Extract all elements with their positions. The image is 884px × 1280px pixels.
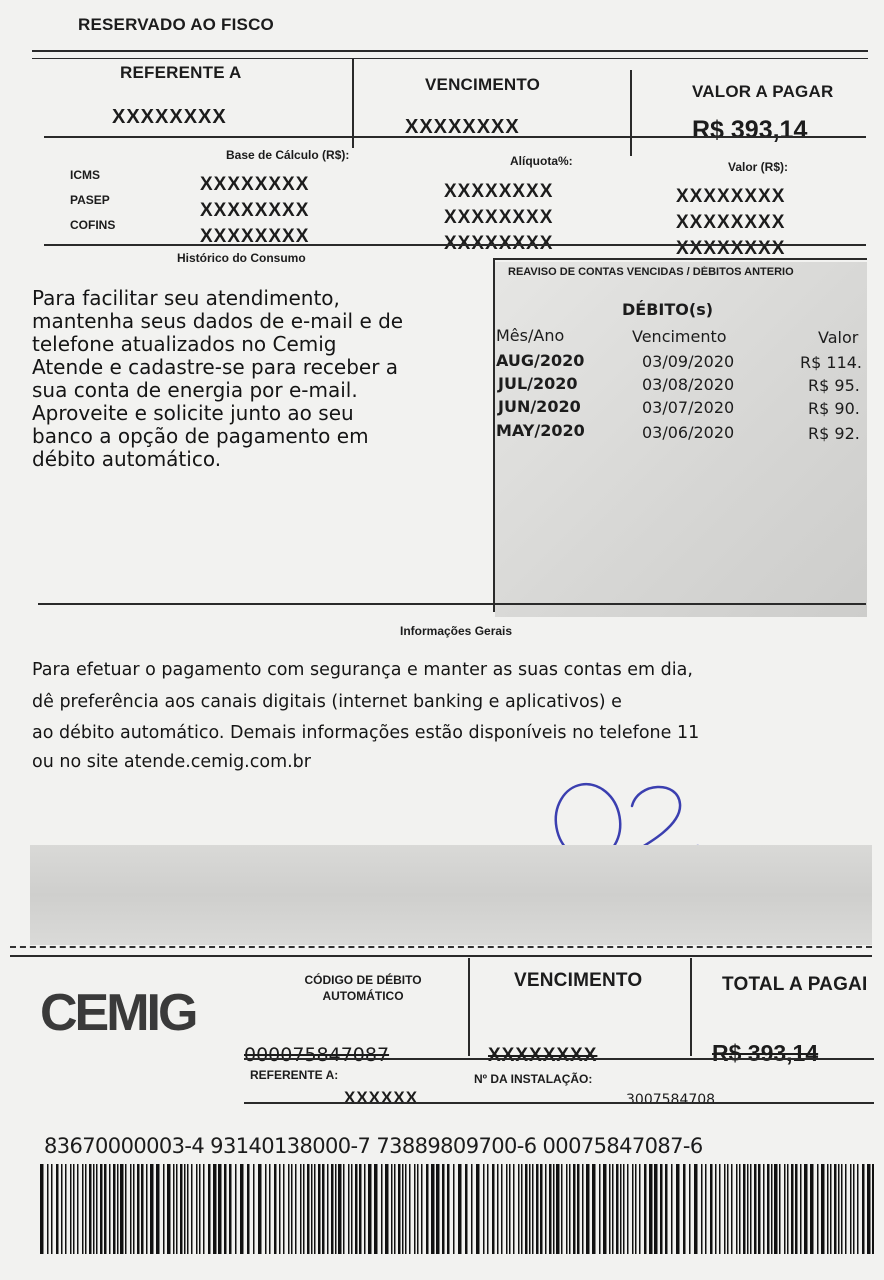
col-mes-ano: Mês/Ano <box>496 326 565 345</box>
barcode-bar <box>303 1164 305 1254</box>
barcode-bar <box>612 1164 614 1254</box>
barcode-bar <box>715 1164 717 1254</box>
barcode-bar <box>509 1164 511 1254</box>
barcode-bar <box>40 1164 44 1254</box>
tax-name-cofins: COFINS <box>70 218 116 232</box>
reaviso-mes: MAY/2020 <box>496 421 585 440</box>
col-valor: Valor <box>818 328 859 347</box>
reaviso-title: REAVISO DE CONTAS VENCIDAS / DÉBITOS ANTERIO <box>508 266 794 278</box>
valor-label: VALOR A PAGAR <box>692 82 834 101</box>
tax-valor-value: XXXXXXXX <box>676 212 786 233</box>
barcode-bar <box>224 1164 227 1254</box>
barcode-bar <box>774 1164 778 1254</box>
valor-rs-label: Valor (R$): <box>728 160 789 174</box>
tax-name-pasep: PASEP <box>70 193 110 207</box>
reserved-label: RESERVADO AO FISCO <box>78 15 274 34</box>
barcode-bar <box>603 1164 607 1254</box>
divider <box>352 58 354 148</box>
barcode-bar <box>758 1164 761 1254</box>
barcode-bar <box>501 1164 503 1254</box>
barcode-bar <box>125 1164 127 1254</box>
barcode-bar <box>374 1164 378 1254</box>
barcode-bar <box>295 1164 297 1254</box>
barcode-bar <box>577 1164 580 1254</box>
barcode-bar <box>348 1164 350 1254</box>
barcode-bar <box>191 1164 193 1254</box>
barcode-bar <box>683 1164 686 1254</box>
footer-total-value: R$ 393,14 <box>712 1040 819 1066</box>
barcode-bar <box>492 1164 495 1254</box>
vencimento-label: VENCIMENTO <box>425 75 541 94</box>
barcode-bar <box>196 1164 198 1254</box>
barcode-bar <box>654 1164 658 1254</box>
tax-name-icms: ICMS <box>70 168 100 182</box>
historico-line: débito automático. <box>32 447 222 471</box>
historico-line: Aproveite e solicite junto ao seu <box>32 401 354 425</box>
barcode-bar <box>566 1164 568 1254</box>
barcode-bar <box>458 1164 462 1254</box>
barcode-bar <box>89 1164 92 1254</box>
historico-line: sua conta de energia por e-mail. <box>32 378 358 402</box>
barcode-bar <box>750 1164 752 1254</box>
barcode-bar <box>208 1164 211 1254</box>
barcode-bar <box>133 1164 135 1254</box>
barcode-bar <box>644 1164 647 1254</box>
barcode-bar <box>521 1164 523 1254</box>
barcode-bar <box>265 1164 267 1254</box>
barcode-bar <box>592 1164 596 1254</box>
barcode-bar <box>402 1164 404 1254</box>
barcode-bar <box>800 1164 802 1254</box>
barcode-bar <box>300 1164 302 1254</box>
barcode-bar <box>739 1164 741 1254</box>
barcode-bar <box>113 1164 116 1254</box>
barcode-bar <box>253 1164 255 1254</box>
barcode <box>40 1164 874 1254</box>
barcode-bar <box>327 1164 329 1254</box>
barcode-bar <box>569 1164 571 1254</box>
codigo-label-line: AUTOMÁTICO <box>322 989 404 1003</box>
tax-base-value: XXXXXXXX <box>200 200 310 221</box>
barcode-bar <box>96 1164 98 1254</box>
reaviso-valor: R$ 95. <box>808 376 860 395</box>
barcode-bar <box>867 1164 871 1254</box>
barcode-bar <box>623 1164 625 1254</box>
barcode-number: 83670000003-4 93140138000-7 73889809700-6 00075847087-6 <box>44 1134 703 1158</box>
barcode-bar <box>573 1164 576 1254</box>
barcode-bar <box>82 1164 84 1254</box>
tax-base-value: XXXXXXXX <box>200 174 310 195</box>
col-vencimento: Vencimento <box>632 327 727 346</box>
barcode-bar <box>850 1164 852 1254</box>
barcode-bar <box>288 1164 290 1254</box>
barcode-bar <box>421 1164 423 1254</box>
barcode-bar <box>130 1164 132 1254</box>
barcode-bar <box>359 1164 362 1254</box>
divider <box>630 70 632 156</box>
barcode-bar <box>483 1164 485 1254</box>
barcode-bar <box>525 1164 528 1254</box>
barcode-bar <box>632 1164 634 1254</box>
barcode-bar <box>497 1164 499 1254</box>
barcode-bar <box>269 1164 271 1254</box>
cut-line <box>10 946 872 948</box>
barcode-bar <box>335 1164 337 1254</box>
info-line: ao débito automático. Demais informações estão disponíveis no telefone 11 <box>32 723 700 743</box>
barcode-bar <box>791 1164 794 1254</box>
barcode-bar <box>447 1164 450 1254</box>
historico-line: Para facilitar seu atendimento, <box>32 286 340 310</box>
info-line: ou no site atende.cemig.com.br <box>32 752 311 772</box>
footer-referente-label: REFERENTE A: <box>250 1068 339 1082</box>
barcode-bar <box>291 1164 293 1254</box>
barcode-bar <box>513 1164 515 1254</box>
barcode-bar <box>409 1164 411 1254</box>
svg-text:CEMIG: CEMIG <box>40 984 196 1040</box>
barcode-bar <box>109 1164 111 1254</box>
vencimento-value: XXXXXXXX <box>405 116 520 138</box>
base-calculo-label: Base de Cálculo (R$): <box>226 148 350 162</box>
barcode-bar <box>731 1164 733 1254</box>
barcode-bar <box>736 1164 738 1254</box>
divider <box>38 603 866 605</box>
barcode-bar <box>187 1164 189 1254</box>
barcode-bar <box>779 1164 781 1254</box>
barcode-bar <box>47 1164 49 1254</box>
barcode-bar <box>453 1164 455 1254</box>
reaviso-valor: R$ 92. <box>808 424 860 443</box>
barcode-bar <box>536 1164 539 1254</box>
barcode-bar <box>795 1164 798 1254</box>
barcode-bar <box>784 1164 786 1254</box>
barcode-bar <box>676 1164 680 1254</box>
divider <box>493 258 495 612</box>
divider <box>44 244 866 246</box>
barcode-bar <box>104 1164 107 1254</box>
barcode-bar <box>283 1164 285 1254</box>
barcode-bar <box>77 1164 79 1254</box>
footer-vencimento-value: XXXXXXXX <box>488 1045 598 1066</box>
barcode-bar <box>627 1164 629 1254</box>
barcode-bar <box>660 1164 663 1254</box>
historico-text <box>32 287 492 471</box>
divider <box>495 258 867 260</box>
barcode-bar <box>599 1164 601 1254</box>
barcode-bar <box>529 1164 531 1254</box>
barcode-bar <box>582 1164 584 1254</box>
barcode-bar <box>156 1164 160 1254</box>
barcode-bar <box>671 1164 673 1254</box>
barcode-bar <box>862 1164 865 1254</box>
reaviso-mes: JUL/2020 <box>498 374 578 393</box>
barcode-bar <box>540 1164 543 1254</box>
tax-base-value: XXXXXXXX <box>200 226 310 247</box>
barcode-bar <box>385 1164 389 1254</box>
tax-aliquota-value: XXXXXXXX <box>444 207 554 228</box>
barcode-bar <box>689 1164 691 1254</box>
barcode-bar <box>787 1164 789 1254</box>
barcode-bar <box>163 1164 165 1254</box>
barcode-bar <box>355 1164 358 1254</box>
barcode-bar <box>838 1164 840 1254</box>
barcode-bar <box>391 1164 393 1254</box>
barcode-bar <box>561 1164 563 1254</box>
barcode-bar <box>532 1164 534 1254</box>
barcode-bar <box>771 1164 773 1254</box>
reaviso-vencimento: 03/09/2020 <box>642 352 735 371</box>
barcode-bar <box>804 1164 808 1254</box>
barcode-bar <box>343 1164 345 1254</box>
barcode-bar <box>398 1164 401 1254</box>
footer-referente-value: XXXXXX <box>344 1088 419 1107</box>
barcode-bar <box>180 1164 183 1254</box>
barcode-bar <box>213 1164 217 1254</box>
instalacao-value: 3007584708 <box>626 1092 716 1108</box>
barcode-bar <box>853 1164 855 1254</box>
barcode-bar <box>65 1164 67 1254</box>
barcode-bar <box>417 1164 419 1254</box>
barcode-bar <box>150 1164 154 1254</box>
barcode-bar <box>141 1164 144 1254</box>
reaviso-vencimento: 03/08/2020 <box>642 375 735 394</box>
barcode-bar <box>240 1164 244 1254</box>
barcode-bar <box>414 1164 416 1254</box>
barcode-bar <box>117 1164 119 1254</box>
barcode-bar <box>137 1164 140 1254</box>
barcode-bar <box>694 1164 698 1254</box>
barcode-bar <box>845 1164 847 1254</box>
barcode-bar <box>436 1164 440 1254</box>
tax-valor-value: XXXXXXXX <box>676 186 786 207</box>
barcode-bar <box>218 1164 222 1254</box>
barcode-bar <box>620 1164 622 1254</box>
barcode-bar <box>235 1164 237 1254</box>
footer-vencimento-label: VENCIMENTO <box>514 970 643 991</box>
barcode-bar <box>274 1164 277 1254</box>
reaviso-vencimento: 03/06/2020 <box>642 423 735 442</box>
barcode-bar <box>318 1164 321 1254</box>
barcode-bar <box>368 1164 372 1254</box>
barcode-bar <box>476 1164 480 1254</box>
barcode-bar <box>506 1164 508 1254</box>
barcode-bar <box>279 1164 281 1254</box>
info-line: dê preferência aos canais digitais (internet banking e aplicativos) e <box>32 692 622 712</box>
barcode-bar <box>767 1164 770 1254</box>
barcode-bar <box>747 1164 749 1254</box>
barcode-bar <box>405 1164 407 1254</box>
barcode-bar <box>487 1164 489 1254</box>
barcode-bar <box>727 1164 729 1254</box>
aliquota-label: Alíquota%: <box>510 154 573 168</box>
barcode-bar <box>763 1164 765 1254</box>
barcode-bar <box>639 1164 641 1254</box>
barcode-bar <box>85 1164 87 1254</box>
barcode-bar <box>609 1164 611 1254</box>
instalacao-label: Nº DA INSTALAÇÃO: <box>474 1072 593 1086</box>
codigo-label-line: CÓDIGO DE DÉBITO <box>304 973 422 987</box>
codigo-debito-value: 000075847087 <box>244 1044 390 1066</box>
barcode-bar <box>701 1164 703 1254</box>
barcode-bar <box>61 1164 63 1254</box>
historico-line: banco a opção de pagamento em <box>32 424 369 448</box>
footer-total-label: TOTAL A PAGAI <box>722 974 868 995</box>
barcode-bar <box>56 1164 59 1254</box>
historico-line: Atende e cadastre-se para receber a <box>32 355 399 379</box>
barcode-bar <box>635 1164 637 1254</box>
divider <box>44 136 866 138</box>
historico-line: telefone atualizados no Cemig <box>32 332 337 356</box>
barcode-bar <box>311 1164 313 1254</box>
barcode-bar <box>841 1164 843 1254</box>
barcode-bar <box>518 1164 520 1254</box>
divider <box>32 58 868 59</box>
reaviso-vencimento: 03/07/2020 <box>642 398 735 417</box>
barcode-bar <box>73 1164 75 1254</box>
barcode-bar <box>258 1164 262 1254</box>
info-text <box>32 657 872 775</box>
barcode-bar <box>616 1164 619 1254</box>
tax-aliquota-value: XXXXXXXX <box>444 181 554 202</box>
barcode-bar <box>184 1164 186 1254</box>
barcode-bar <box>199 1164 201 1254</box>
barcode-bar <box>743 1164 746 1254</box>
barcode-bar <box>821 1164 825 1254</box>
barcode-bar <box>549 1164 552 1254</box>
reaviso-valor: R$ 114. <box>800 353 863 372</box>
divider <box>10 955 872 957</box>
barcode-bar <box>465 1164 468 1254</box>
barcode-bar <box>70 1164 72 1254</box>
info-line: Para efetuar o pagamento com segurança e manter as suas contas em dia, <box>32 660 693 680</box>
barcode-bar <box>364 1164 366 1254</box>
barcode-bar <box>229 1164 232 1254</box>
barcode-bar <box>331 1164 334 1254</box>
reaviso-mes: JUN/2020 <box>498 397 581 416</box>
barcode-bar <box>857 1164 859 1254</box>
barcode-bar <box>442 1164 445 1254</box>
barcode-bar <box>665 1164 668 1254</box>
barcode-bar <box>351 1164 353 1254</box>
barcode-bar <box>176 1164 178 1254</box>
barcode-bar <box>471 1164 473 1254</box>
referente-value: XXXXXXXX <box>112 106 227 128</box>
barcode-bar <box>810 1164 814 1254</box>
barcode-bar <box>322 1164 325 1254</box>
barcode-bar <box>710 1164 713 1254</box>
barcode-bar <box>247 1164 250 1254</box>
barcode-bar <box>545 1164 547 1254</box>
barcode-bar <box>338 1164 342 1254</box>
gray-band <box>30 845 872 945</box>
divider <box>468 958 470 1056</box>
barcode-bar <box>394 1164 396 1254</box>
barcode-bar <box>381 1164 383 1254</box>
barcode-bar <box>314 1164 316 1254</box>
cemig-logo <box>40 984 240 1040</box>
barcode-bar <box>307 1164 310 1254</box>
divider <box>244 1058 874 1060</box>
barcode-bar <box>120 1164 124 1254</box>
valor-value: R$ 393,14 <box>692 116 808 144</box>
barcode-bar <box>705 1164 707 1254</box>
barcode-bar <box>556 1164 560 1254</box>
barcode-bar <box>203 1164 205 1254</box>
barcode-bar <box>827 1164 829 1254</box>
barcode-bar <box>167 1164 171 1254</box>
referente-label: REFERENTE A <box>120 63 242 82</box>
barcode-bar <box>553 1164 555 1254</box>
barcode-bar <box>100 1164 103 1254</box>
barcode-bar <box>724 1164 726 1254</box>
barcode-bar <box>51 1164 53 1254</box>
tax-aliquota-value: XXXXXXXX <box>444 233 554 254</box>
barcode-bar <box>834 1164 837 1254</box>
barcode-bar <box>426 1164 429 1254</box>
historico-line: mantenha seus dados de e-mail e de <box>32 309 404 333</box>
divider <box>244 1102 874 1104</box>
barcode-bar <box>431 1164 435 1254</box>
divider <box>690 958 692 1056</box>
barcode-bar <box>817 1164 819 1254</box>
barcode-bar <box>173 1164 175 1254</box>
barcode-bar <box>719 1164 721 1254</box>
barcode-bar <box>830 1164 832 1254</box>
barcode-bar <box>649 1164 653 1254</box>
tax-valor-value: XXXXXXXX <box>676 238 786 259</box>
barcode-bar <box>586 1164 590 1254</box>
barcode-bar <box>93 1164 95 1254</box>
barcode-bar <box>754 1164 757 1254</box>
historico-title: Histórico do Consumo <box>177 251 306 265</box>
info-title: Informações Gerais <box>400 624 513 638</box>
codigo-debito-label <box>298 972 428 1004</box>
reaviso-mes: AUG/2020 <box>496 351 585 370</box>
barcode-bar <box>872 1164 874 1254</box>
debitos-label: DÉBITO(s) <box>622 300 714 319</box>
divider <box>32 50 868 52</box>
barcode-bar <box>146 1164 148 1254</box>
reaviso-valor: R$ 90. <box>808 399 860 418</box>
